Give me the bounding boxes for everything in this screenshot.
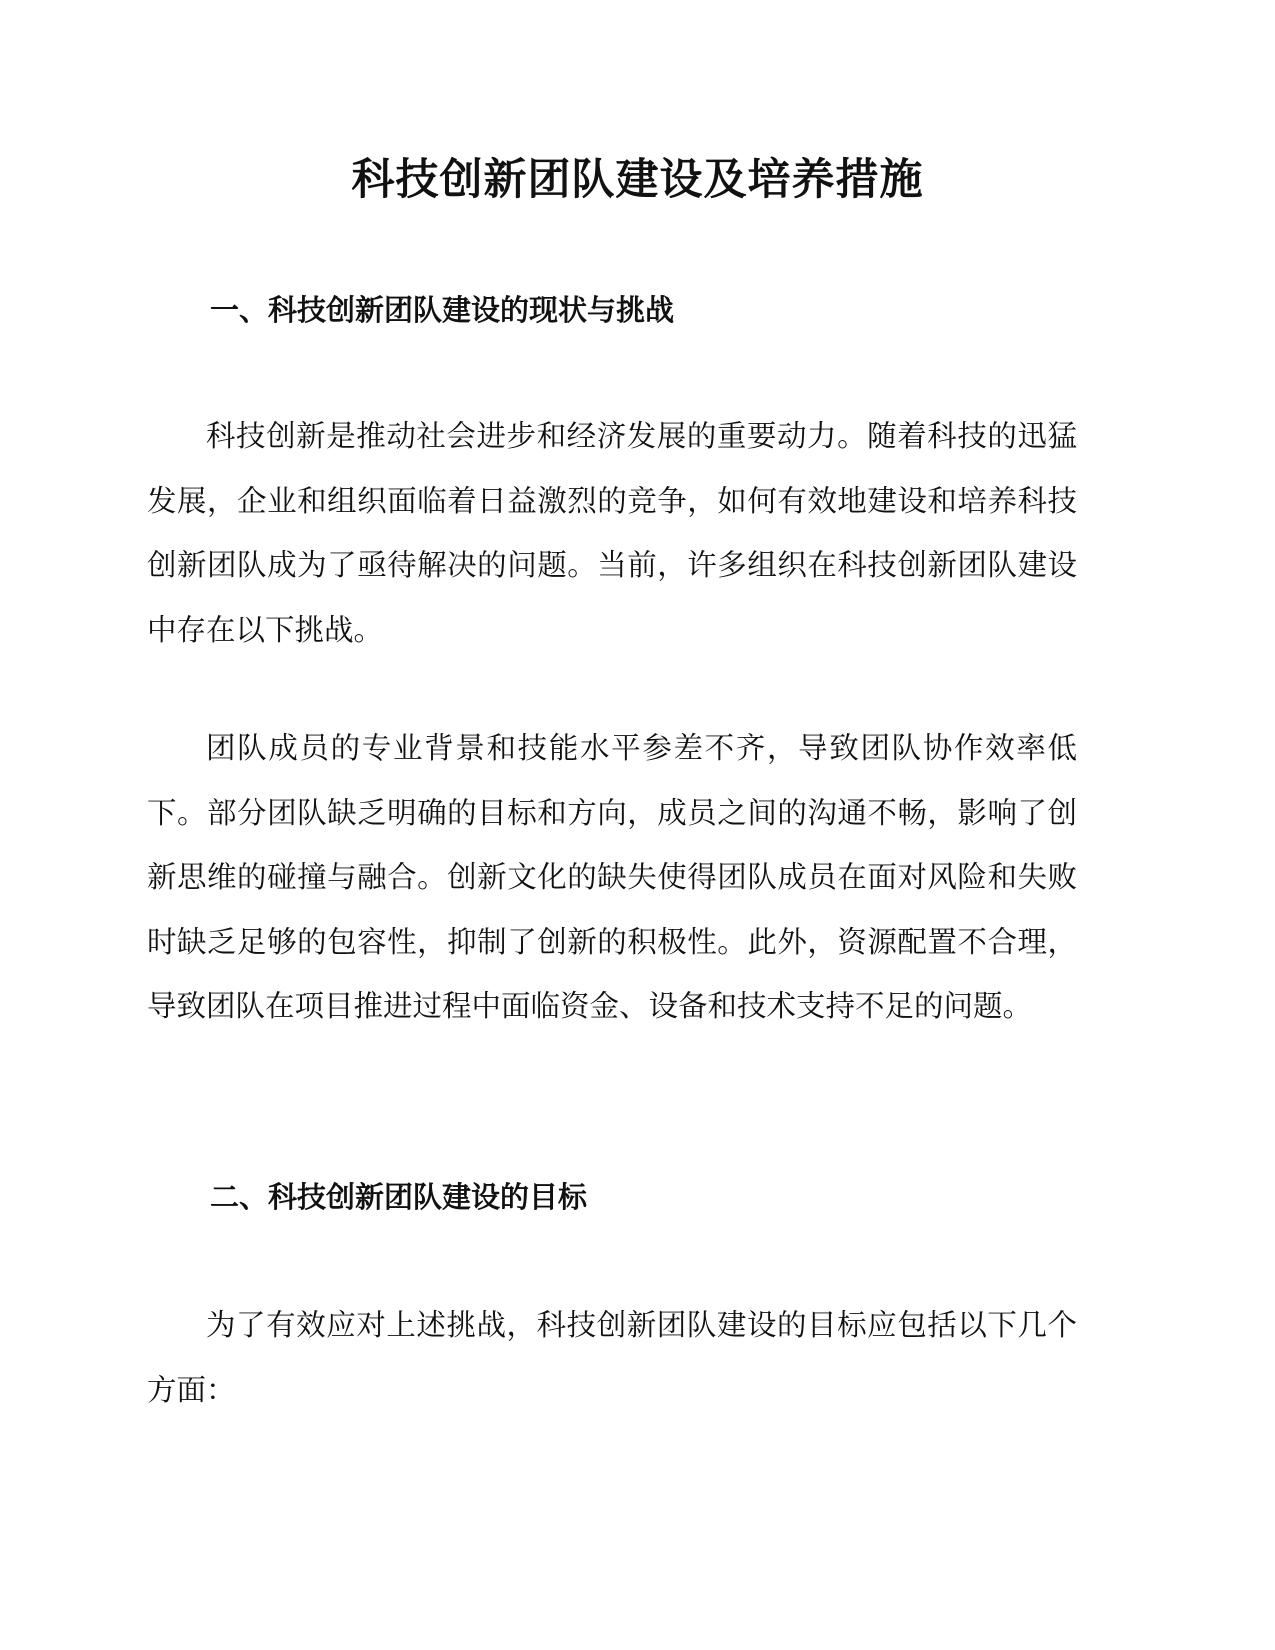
section-2-paragraph-1: 为了有效应对上述挑战，科技创新团队建设的目标应包括以下几个方面： (147, 1308, 1077, 1407)
page-title: 科技创新团队建设及培养措施 (351, 155, 924, 205)
section-1-paragraph-1: 科技创新是推动社会进步和经济发展的重要动力。随着科技的迅猛发展，企业和组织面临着日益激烈的竞争，如何有效地建设和培养科技创新团队成为了亟待解决的问题。当前，许多组织在科技创新团队建设中存在以下挑战。 (147, 419, 1077, 647)
section-heading-2: 二、科技创新团队建设的目标 (210, 1180, 588, 1214)
section-heading-1: 一、科技创新团队建设的现状与挑战 (210, 293, 675, 327)
section-1-paragraph-2: 团队成员的专业背景和技能水平参差不齐，导致团队协作效率低下。部分团队缺乏明确的目标和方向，成员之间的沟通不畅，影响了创新思维的碰撞与融合。创新文化的缺失使得团队成员在面对风险和失败时缺乏足够的包容性，抑制了创新的积极性。此外，资源配置不合理，导致团队在项目推进过程中面临资金、设备和技术支持不足的问题。 (147, 731, 1077, 1023)
